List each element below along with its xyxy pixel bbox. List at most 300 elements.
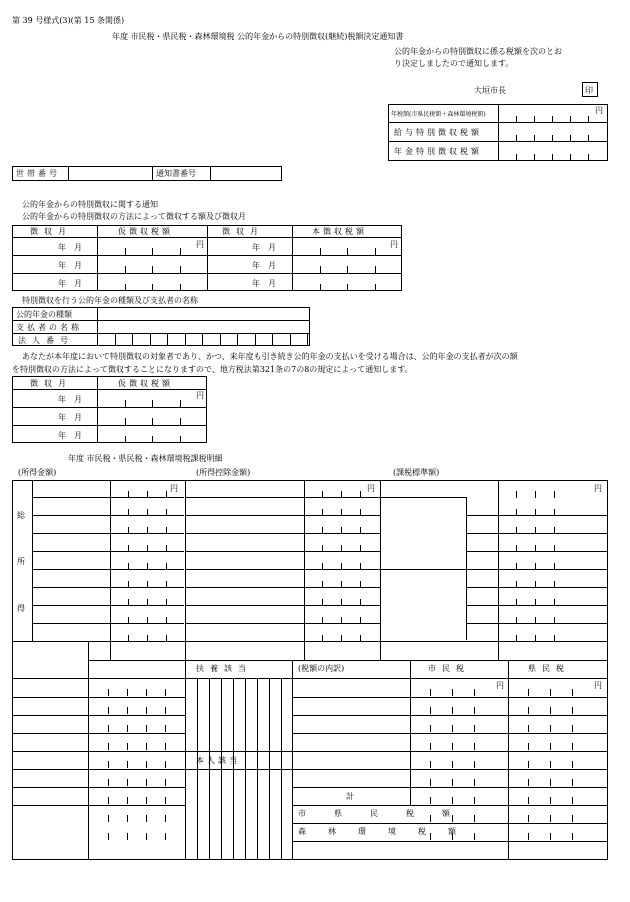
section1-heading: 公的年金からの特別徴収に関する通知 — [22, 200, 158, 209]
digit-tick — [535, 527, 536, 534]
digit-tick — [322, 527, 323, 534]
digit-tick — [341, 599, 342, 606]
city-tax-label: 市民税 — [428, 664, 470, 673]
digit-tick — [535, 491, 536, 498]
digit-tick — [180, 284, 181, 291]
digit-tick — [108, 743, 109, 750]
row-month-3: 年 月 — [58, 279, 82, 288]
grid-line — [466, 569, 608, 570]
grid-line — [185, 587, 380, 588]
digit-tick — [528, 797, 529, 804]
grid-line — [281, 678, 282, 860]
grid-line — [12, 715, 185, 716]
detail-yen-1: 円 — [170, 484, 178, 493]
grid-line — [32, 623, 184, 624]
s2-row-2: 年 月 — [58, 413, 82, 422]
notice-paragraph-2: を特別徴収の方法によって徴収することになりますので、地方税法第321条の7の8の規定によって通知します。 — [12, 365, 413, 374]
digit-tick — [152, 418, 153, 425]
grid-line — [304, 480, 305, 660]
digit-tick — [347, 266, 348, 273]
section1-yen-1: 円 — [196, 240, 204, 249]
grid-line — [197, 678, 198, 860]
digit-tick — [550, 779, 551, 786]
digit-tick — [152, 400, 153, 407]
s2-col-provisional: 仮徴収税額 — [118, 379, 173, 388]
digit-tick — [430, 707, 431, 714]
digit-tick — [146, 779, 147, 786]
grid-line — [32, 569, 184, 570]
digit-tick — [127, 815, 128, 822]
digit-tick — [528, 761, 529, 768]
self-applicable-label: 本人該当 — [196, 756, 240, 765]
grid-line — [257, 678, 258, 860]
digit-tick — [516, 617, 517, 624]
digit-tick — [452, 707, 453, 714]
digit-tick — [108, 797, 109, 804]
taxable-header: (課税標準額) — [393, 468, 440, 477]
digit-tick — [152, 436, 153, 443]
grid-line — [380, 569, 466, 570]
digit-tick — [528, 707, 529, 714]
digit-tick — [554, 509, 555, 516]
digit-tick — [452, 761, 453, 768]
payer-name-label: 支払者の名称 — [16, 323, 82, 332]
digit-tick — [347, 284, 348, 291]
grid-line — [269, 678, 270, 860]
grid-line — [32, 480, 33, 642]
forest-tax-label: 森林環境税額 — [298, 827, 478, 836]
grid-line — [185, 497, 380, 498]
grid-line — [12, 751, 185, 752]
row-month-2: 年 月 — [58, 261, 82, 270]
grid-line — [32, 605, 184, 606]
grid-line — [466, 623, 608, 624]
total-label: 計 — [346, 792, 354, 801]
corp-number-cell-divider — [272, 333, 273, 346]
digit-tick — [128, 545, 129, 552]
digit-tick — [165, 743, 166, 750]
digit-tick — [430, 761, 431, 768]
digit-tick — [528, 725, 529, 732]
s2-row-3: 年 月 — [58, 431, 82, 440]
grid-line — [185, 623, 380, 624]
digit-tick — [128, 509, 129, 516]
grid-line — [221, 678, 222, 860]
grid-line — [209, 678, 210, 860]
notice-number-label: 通知書番号 — [156, 169, 196, 178]
digit-tick — [180, 436, 181, 443]
grid-line — [32, 533, 184, 534]
digit-tick — [572, 743, 573, 750]
digit-tick — [474, 707, 475, 714]
digit-tick — [322, 581, 323, 588]
digit-tick — [125, 248, 126, 255]
digit-tick — [360, 581, 361, 588]
digit-tick — [108, 707, 109, 714]
digit-tick — [165, 707, 166, 714]
grid-line — [292, 733, 608, 734]
digit-tick — [180, 266, 181, 273]
salary-special-label: 給与特別徴収税額 — [394, 128, 482, 137]
digit-tick — [554, 563, 555, 570]
digit-tick — [572, 797, 573, 804]
grid-line — [12, 769, 185, 770]
digit-tick — [341, 617, 342, 624]
corp-number-cell-divider — [167, 333, 168, 346]
digit-tick — [528, 815, 529, 822]
digit-tick — [341, 509, 342, 516]
digit-tick — [535, 617, 536, 624]
digit-tick — [535, 509, 536, 516]
digit-tick — [165, 779, 166, 786]
digit-tick — [147, 563, 148, 570]
grid-line — [32, 551, 184, 552]
digit-tick — [166, 527, 167, 534]
grid-line — [466, 587, 608, 588]
digit-tick — [360, 509, 361, 516]
digit-tick — [146, 743, 147, 750]
col-main: 本徴収税額 — [312, 227, 367, 236]
income-header: (所得金額) — [18, 468, 57, 477]
digit-tick — [166, 617, 167, 624]
digit-tick — [375, 284, 376, 291]
s2-row-1: 年 月 — [58, 395, 82, 404]
digit-tick — [516, 527, 517, 534]
digit-tick — [147, 491, 148, 498]
digit-tick — [550, 707, 551, 714]
grid-line — [466, 497, 467, 640]
digit-tick — [474, 743, 475, 750]
grid-line — [410, 660, 411, 805]
digit-tick — [322, 491, 323, 498]
grid-line — [380, 480, 381, 660]
row-month-4: 年 月 — [252, 243, 276, 252]
col-month-1: 徴収月 — [30, 227, 72, 236]
digit-tick — [430, 725, 431, 732]
digit-tick — [128, 527, 129, 534]
digit-tick — [166, 581, 167, 588]
digit-tick — [166, 545, 167, 552]
s2-col-month: 徴収月 — [30, 379, 72, 388]
digit-tick — [535, 599, 536, 606]
grid-line — [292, 697, 608, 698]
grid-line — [12, 787, 185, 788]
digit-tick — [474, 689, 475, 696]
city-pref-total-label: 市県民税額 — [298, 809, 478, 818]
digit-tick — [166, 491, 167, 498]
digit-tick — [108, 761, 109, 768]
digit-tick — [550, 815, 551, 822]
digit-tick — [550, 743, 551, 750]
corp-number-cell-divider — [202, 333, 203, 346]
tax-breakdown-label: (税額の内訳) — [298, 664, 345, 673]
breakdown-yen-2: 円 — [594, 681, 602, 690]
grid-line — [466, 533, 608, 534]
digit-tick — [474, 725, 475, 732]
digit-tick — [452, 725, 453, 732]
digit-tick — [147, 617, 148, 624]
digit-tick — [474, 797, 475, 804]
digit-tick — [516, 563, 517, 570]
digit-tick — [108, 779, 109, 786]
digit-tick — [320, 248, 321, 255]
digit-tick — [474, 779, 475, 786]
corp-number-cell-divider — [255, 333, 256, 346]
digit-tick — [125, 436, 126, 443]
digit-tick — [347, 248, 348, 255]
grid-line — [292, 751, 608, 752]
digit-tick — [550, 725, 551, 732]
digit-tick — [320, 266, 321, 273]
digit-tick — [128, 563, 129, 570]
digit-tick — [375, 248, 376, 255]
digit-tick — [554, 599, 555, 606]
digit-tick — [572, 815, 573, 822]
corp-number-cell-divider — [237, 333, 238, 346]
digit-tick — [528, 743, 529, 750]
digit-tick — [165, 689, 166, 696]
grid-line — [185, 533, 380, 534]
grid-line — [292, 805, 608, 806]
grid-line — [466, 605, 608, 606]
digit-tick — [550, 797, 551, 804]
digit-tick — [147, 599, 148, 606]
digit-tick — [535, 581, 536, 588]
total-income-char-1: 総 — [17, 511, 25, 520]
dependents-label: 扶養該当 — [196, 664, 252, 673]
digit-tick — [452, 779, 453, 786]
digit-tick — [127, 707, 128, 714]
row-month-6: 年 月 — [252, 279, 276, 288]
digit-tick — [128, 581, 129, 588]
digit-tick — [166, 599, 167, 606]
digit-tick — [528, 779, 529, 786]
digit-tick — [516, 491, 517, 498]
digit-tick — [125, 418, 126, 425]
digit-tick — [165, 761, 166, 768]
digit-tick — [516, 581, 517, 588]
col-provisional: 仮徴収税額 — [118, 227, 173, 236]
household-number-label: 世帯番号 — [16, 169, 60, 178]
notice-line-1: 公的年金からの特別徴収に係る税額を次のとお — [394, 47, 562, 56]
digit-tick — [535, 545, 536, 552]
grid-line — [185, 641, 186, 860]
digit-tick — [572, 725, 573, 732]
digit-tick — [360, 599, 361, 606]
form-number: 第 39 号様式(3)(第 15 条関係) — [12, 16, 125, 25]
grid-line — [380, 497, 466, 498]
deduction-header: (所得控除金額) — [196, 468, 251, 477]
corp-number-cell-divider — [185, 333, 186, 346]
grid-line — [185, 515, 380, 516]
grid-line — [185, 660, 608, 661]
grid-line — [245, 678, 246, 860]
grid-line — [292, 715, 608, 716]
digit-tick — [452, 743, 453, 750]
digit-tick — [147, 581, 148, 588]
digit-tick — [180, 248, 181, 255]
col-month-2: 徴収月 — [222, 227, 264, 236]
digit-tick — [165, 815, 166, 822]
grid-line — [12, 641, 608, 642]
grid-line — [292, 823, 608, 824]
digit-tick — [528, 833, 529, 840]
corp-number-cell-divider — [307, 333, 308, 346]
section1-subheading: 公的年金からの特別徴収の方法によって徴収する額及び徴収月 — [22, 212, 246, 221]
digit-tick — [474, 761, 475, 768]
digit-tick — [165, 725, 166, 732]
digit-tick — [550, 761, 551, 768]
digit-tick — [430, 689, 431, 696]
notice-paragraph-1: あなたが本年度において特別徴収の対象者であり、かつ、来年度も引き続き公的年金の支払いを受ける場合は、公的年金の支払者が次の額 — [22, 352, 518, 361]
digit-tick — [146, 689, 147, 696]
digit-tick — [360, 527, 361, 534]
digit-tick — [108, 725, 109, 732]
digit-tick — [165, 833, 166, 840]
row-month-5: 年 月 — [252, 261, 276, 270]
digit-tick — [572, 689, 573, 696]
document-title: 年度 市民税・県民税・森林環境税 公的年金からの特別徴収(継続)税額決定通知書 — [112, 32, 404, 41]
corp-number-cell-divider — [290, 333, 291, 346]
digit-tick — [528, 689, 529, 696]
digit-tick — [108, 689, 109, 696]
digit-tick — [322, 599, 323, 606]
digit-tick — [127, 761, 128, 768]
digit-tick — [146, 797, 147, 804]
seal-mark: 印 — [585, 86, 593, 95]
digit-tick — [165, 797, 166, 804]
grid-line — [185, 569, 380, 570]
row-month-1: 年 月 — [58, 243, 82, 252]
digit-tick — [360, 545, 361, 552]
digit-tick — [341, 581, 342, 588]
digit-tick — [146, 833, 147, 840]
digit-tick — [166, 563, 167, 570]
digit-tick — [146, 707, 147, 714]
detail-title: 年度 市民税・県民税・森林環境税課税明細 — [68, 454, 223, 463]
digit-tick — [147, 545, 148, 552]
digit-tick — [360, 617, 361, 624]
digit-tick — [341, 527, 342, 534]
grid-line — [466, 551, 608, 552]
corp-number-cell-divider — [220, 333, 221, 346]
grid-line — [498, 480, 499, 660]
digit-tick — [108, 833, 109, 840]
grid-line — [12, 733, 185, 734]
grid-line — [12, 805, 185, 806]
detail-yen-3: 円 — [594, 484, 602, 493]
grid-line — [32, 587, 184, 588]
digit-tick — [127, 833, 128, 840]
digit-tick — [550, 833, 551, 840]
digit-tick — [147, 509, 148, 516]
digit-tick — [146, 725, 147, 732]
digit-tick — [572, 833, 573, 840]
digit-tick — [430, 743, 431, 750]
digit-tick — [108, 815, 109, 822]
digit-tick — [125, 266, 126, 273]
grid-line — [508, 660, 509, 860]
digit-tick — [127, 779, 128, 786]
digit-tick — [152, 266, 153, 273]
digit-tick — [147, 527, 148, 534]
breakdown-yen-1: 円 — [496, 681, 504, 690]
digit-tick — [146, 815, 147, 822]
grid-line — [32, 497, 184, 498]
digit-tick — [430, 779, 431, 786]
digit-tick — [128, 617, 129, 624]
digit-tick — [516, 509, 517, 516]
grid-line — [185, 769, 292, 770]
digit-tick — [554, 617, 555, 624]
digit-tick — [322, 563, 323, 570]
digit-tick — [127, 725, 128, 732]
grid-line — [88, 660, 185, 661]
digit-tick — [554, 581, 555, 588]
digit-tick — [535, 563, 536, 570]
digit-tick — [516, 599, 517, 606]
digit-tick — [360, 563, 361, 570]
digit-tick — [127, 797, 128, 804]
total-income-char-2: 所 — [17, 557, 25, 566]
grid-line — [110, 480, 111, 660]
mayor-name: 大垣市長 — [474, 86, 506, 95]
digit-tick — [127, 743, 128, 750]
digit-tick — [516, 545, 517, 552]
total-income-char-3: 得 — [17, 604, 25, 613]
digit-tick — [572, 761, 573, 768]
grid-line — [185, 751, 292, 752]
digit-tick — [128, 491, 129, 498]
grid-line — [32, 515, 184, 516]
corp-number-cell-divider — [132, 333, 133, 346]
digit-tick — [341, 563, 342, 570]
grid-line — [185, 551, 380, 552]
pension-type-label: 公的年金の種類 — [16, 310, 72, 319]
grid-line — [185, 605, 380, 606]
s2-yen: 円 — [196, 391, 204, 400]
digit-tick — [127, 689, 128, 696]
digit-tick — [128, 599, 129, 606]
digit-tick — [550, 689, 551, 696]
grid-line — [292, 787, 608, 788]
digit-tick — [554, 527, 555, 534]
digit-tick — [146, 761, 147, 768]
digit-tick — [322, 509, 323, 516]
digit-tick — [152, 284, 153, 291]
grid-line — [12, 697, 185, 698]
corp-number-cell-divider — [115, 333, 116, 346]
digit-tick — [322, 617, 323, 624]
pension-type-heading: 特別徴収を行う公的年金の種類及び支払者の名称 — [22, 296, 198, 305]
digit-tick — [452, 797, 453, 804]
pension-special-label: 年金特別徴収税額 — [394, 147, 482, 156]
digit-tick — [125, 400, 126, 407]
grid-line — [292, 841, 608, 842]
detail-yen-2: 円 — [367, 484, 375, 493]
digit-tick — [452, 689, 453, 696]
grid-line — [233, 678, 234, 860]
digit-tick — [572, 779, 573, 786]
digit-tick — [375, 266, 376, 273]
digit-tick — [572, 707, 573, 714]
corp-number-label: 法人番号 — [18, 336, 74, 345]
section1-yen-2: 円 — [390, 240, 398, 249]
digit-tick — [166, 509, 167, 516]
digit-tick — [554, 545, 555, 552]
digit-tick — [152, 248, 153, 255]
digit-tick — [322, 545, 323, 552]
